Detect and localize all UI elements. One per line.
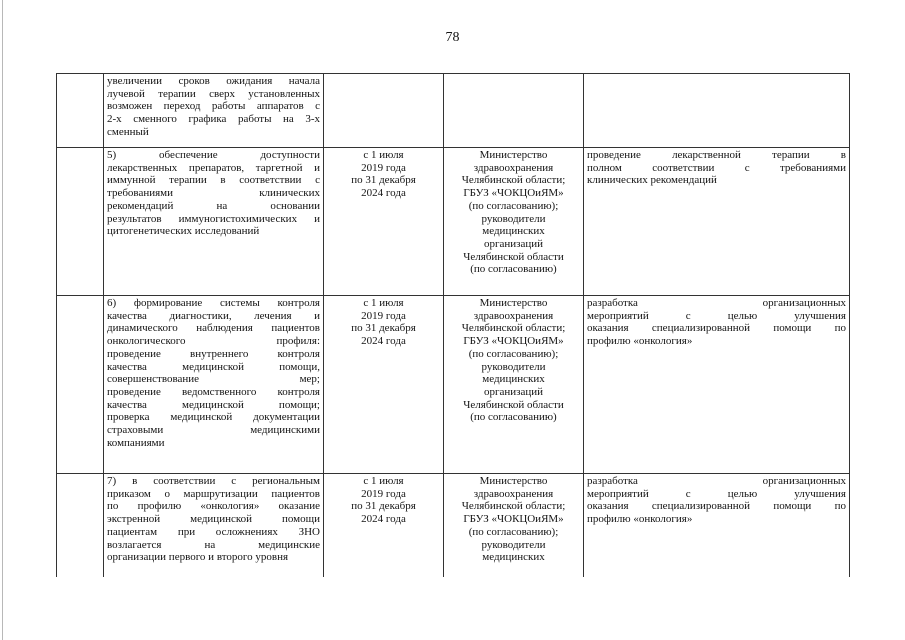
responsible-cell — [444, 148, 584, 296]
text-line: разработка организационных — [587, 475, 846, 487]
result-cell — [584, 74, 850, 148]
text-line: Челябинской области — [463, 398, 564, 411]
text-line: качества диагностики, лечения и — [107, 309, 320, 322]
term-cell — [324, 148, 444, 296]
text-line: (по согласованию) — [470, 411, 557, 424]
text-line: иммунной терапии в соответствии с — [107, 174, 320, 187]
text-line: ГБУЗ «ЧОКЦОиЯМ» — [463, 513, 564, 526]
text-line: с 1 июля — [363, 149, 404, 161]
term-cell — [324, 474, 444, 577]
table-row — [57, 474, 850, 577]
text-line: (по согласованию); — [468, 525, 559, 538]
text-line: экстренной медицинской помощи — [107, 513, 320, 526]
table-row — [57, 148, 850, 296]
text-line: онкологического профиля: — [107, 335, 320, 348]
text-line: медицинских — [482, 373, 545, 386]
text-line: качества медицинской помощи, — [107, 360, 320, 373]
text-line: 2024 года — [361, 513, 406, 526]
result-cell — [584, 148, 850, 296]
text-line: требованиями клинических — [107, 187, 320, 200]
responsible-cell — [444, 74, 584, 148]
text-line: лучевой терапии сверх установленных — [107, 87, 320, 100]
text-line: по 31 декабря — [351, 174, 416, 187]
text-line: оказания специализированной помощи по — [587, 500, 846, 513]
text-line: медицинских — [482, 551, 545, 564]
text-line: страховыми медицинскими — [107, 424, 320, 437]
text-line: проведение лекарственной терапии в — [587, 149, 846, 161]
measures-table — [56, 73, 850, 577]
text-line: возможен переход работы аппаратов с — [107, 100, 320, 113]
term-cell — [324, 74, 444, 148]
responsible-cell — [444, 474, 584, 577]
text-line: динамического наблюдения пациентов — [107, 322, 320, 335]
text-line: 2024 года — [361, 335, 406, 348]
text-line: лекарственных препаратов, таргетной и — [107, 161, 320, 174]
text-line: сменный — [107, 125, 149, 138]
activity-cell — [104, 296, 324, 474]
text-line: результатов иммуногистохимических и — [107, 212, 320, 225]
text-line: проведение ведомственного контроля — [107, 385, 320, 398]
page-edge-line — [2, 0, 3, 640]
row-number-cell — [57, 474, 104, 577]
activity-cell — [104, 474, 324, 577]
text-line: увеличении сроков ожидания начала — [107, 75, 320, 87]
text-line: Челябинской области; — [461, 174, 566, 187]
text-line: проверка медицинской документации — [107, 411, 320, 424]
text-line: организаций — [483, 385, 544, 398]
text-line: 7) в соответствии с региональным — [107, 475, 320, 487]
text-line: организации первого и второго уровня — [107, 551, 289, 564]
text-line: профилю «онкология» — [587, 513, 693, 526]
text-line: Челябинской области — [463, 250, 564, 263]
text-line: рекомендаций на основании — [107, 199, 320, 212]
text-line: проведение внутреннего контроля — [107, 347, 320, 360]
text-line: профилю «онкология» — [587, 335, 693, 348]
text-line: (по согласованию); — [468, 347, 559, 360]
text-line: мероприятий с целью улучшения — [587, 487, 846, 500]
row-number-cell — [57, 148, 104, 296]
text-line: 2019 года — [361, 309, 406, 322]
text-line: разработка организационных — [587, 297, 846, 309]
text-line: мероприятий с целью улучшения — [587, 309, 846, 322]
text-line: организаций — [483, 237, 544, 250]
text-line: ГБУЗ «ЧОКЦОиЯМ» — [463, 335, 564, 348]
text-line: (по согласованию); — [468, 199, 559, 212]
text-line: 6) формирование системы контроля — [107, 297, 320, 309]
row-number-cell — [57, 296, 104, 474]
text-line: руководители — [481, 538, 546, 551]
text-line: 2024 года — [361, 187, 406, 200]
text-line: полном соответствии с требованиями — [587, 161, 846, 174]
text-line: возлагается на медицинские — [107, 538, 320, 551]
term-cell — [324, 296, 444, 474]
text-line: пациентам при осложнениях ЗНО — [107, 525, 320, 538]
activity-cell — [104, 148, 324, 296]
activity-cell — [104, 74, 324, 148]
text-line: по 31 декабря — [351, 322, 416, 335]
text-line: руководители — [481, 360, 546, 373]
text-line: качества медицинской помощи; — [107, 398, 320, 411]
text-line: здравоохранения — [473, 309, 554, 322]
text-line: медицинских — [482, 225, 545, 238]
text-line: по профилю «онкология» оказание — [107, 500, 320, 513]
text-line: здравоохранения — [473, 487, 554, 500]
text-line: с 1 июля — [363, 475, 404, 487]
text-line: руководители — [481, 212, 546, 225]
text-line: Министерство — [479, 149, 548, 161]
text-line: здравоохранения — [473, 161, 554, 174]
text-line: компаниями — [107, 436, 165, 449]
text-line: Министерство — [479, 475, 548, 487]
text-line: 2019 года — [361, 161, 406, 174]
result-cell — [584, 296, 850, 474]
table-row — [57, 74, 850, 148]
text-line: 2019 года — [361, 487, 406, 500]
page-number: 78 — [445, 30, 460, 45]
text-line: (по согласованию) — [470, 263, 557, 276]
text-line: ГБУЗ «ЧОКЦОиЯМ» — [463, 187, 564, 200]
responsible-cell — [444, 296, 584, 474]
text-line: с 1 июля — [363, 297, 404, 309]
text-line: 5) обеспечение доступности — [107, 149, 320, 161]
text-line: 2-х сменного графика работы на 3-х — [107, 113, 320, 126]
row-number-cell — [57, 74, 104, 148]
text-line: по 31 декабря — [351, 500, 416, 513]
text-line: Челябинской области; — [461, 500, 566, 513]
text-line: Министерство — [479, 297, 548, 309]
text-line: клинических рекомендаций — [587, 174, 717, 187]
result-cell — [584, 474, 850, 577]
text-line: совершенствование мер; — [107, 373, 320, 386]
table-row — [57, 296, 850, 474]
text-line: приказом о маршрутизации пациентов — [107, 487, 320, 500]
text-line: цитогенетических исследований — [107, 225, 260, 238]
text-line: оказания специализированной помощи по — [587, 322, 846, 335]
text-line: Челябинской области; — [461, 322, 566, 335]
